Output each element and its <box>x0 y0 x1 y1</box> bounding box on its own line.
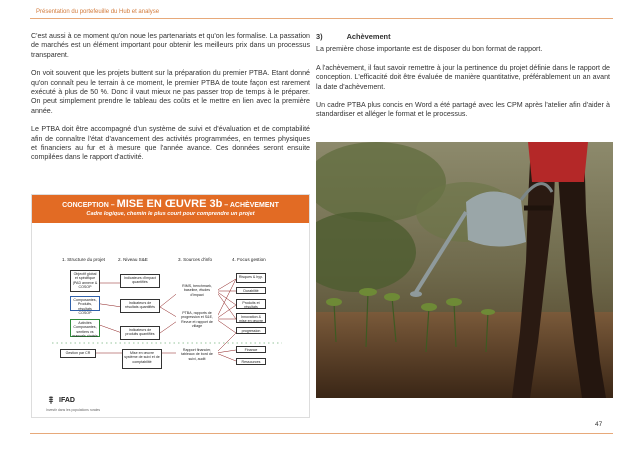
ifad-logo <box>46 395 75 405</box>
right-paragraph-3: Un cadre PTBA plus concis en Word a été partagé avec les CPM après l'atelier afin d'aider à standardiser et alléger le format et le processus. <box>316 101 610 119</box>
box-components: Composantes, Produits, résultats COSOP <box>70 296 100 311</box>
box-objective: Objectif global et spécifique (PAD annexe & COSOP <box>70 270 100 292</box>
farmer-watering-photo <box>316 142 613 398</box>
column-heading-structure: 1. Structure du projet <box>62 257 105 262</box>
box-monitoring-system: Mise en œuvre système de suivi et de comptabilité <box>122 349 162 369</box>
header-rule <box>30 18 613 19</box>
section-title: Achèvement <box>346 32 391 41</box>
running-header: Présentation du portefeuille du Hub et analyse <box>36 9 160 15</box>
logframe-diagram <box>31 194 310 418</box>
left-column <box>31 32 310 172</box>
diagram-title-big: MISE EN ŒUVRE 3b <box>116 198 223 210</box>
box-financial-report: Rapport financier, tableaux de bord de suivi, audit <box>176 347 218 363</box>
box-products-results: Produits et résultats <box>236 299 266 309</box>
left-paragraph-2: On voit souvent que les projets buttent sur la préparation du premier PTBA. Etant donné qu'on connaît peu le terrain à ce moment, le premier PTBA de toute façon est rarement exécuté à plus de 50 %. Donc il vaut mieux ne pas passer trop de temps à le préparer. On peut simplement prendre le tableau des coûts et le mettre en lien avec la première année. <box>31 69 310 115</box>
left-paragraph-1: C'est aussi à ce moment qu'on noue les partenariats et qu'on les formalise. La passation de marchés est un élément important pour obtenir les meilleurs prix dans un processus transparent. <box>31 32 310 59</box>
ifad-wordmark: IFAD <box>59 396 75 404</box>
right-paragraph-2: A l'achèvement, il faut savoir remettre à jour la pertinence du projet définie dans le rapport de conception. L'efficacité doit être évaluée de manière quantitative, préférablement un an avant la date d'achèvement. <box>316 63 610 91</box>
box-rims: RIMS, benchmark, baseline, études d'impact <box>176 283 218 299</box>
left-paragraph-3: Le PTBA doit être accompagné d'un système de suivi et d'évaluation et de comptabilité afin de connaître l'état d'avancement des activités programmées, en termes physiques et financiers au fur et à mesure que l'année avance. Ces données seront ensuite compilées dans le rapport d'activité. <box>31 125 310 162</box>
diagram-subtitle: Cadre logique, chemin le plus court pour comprendre un projet <box>86 211 255 217</box>
right-paragraph-1: La première chose importante est de disposer du bon format de rapport. <box>316 45 543 54</box>
column-heading-me: 2. Niveau S&E <box>118 257 148 262</box>
box-progression: progression <box>236 327 266 334</box>
section-number: 3) <box>316 32 323 41</box>
box-management: Gestion par CR <box>60 349 96 358</box>
box-innovation: Innovation & mise en œuvre <box>236 313 266 323</box>
diagram-title-pre: CONCEPTION – <box>62 202 115 209</box>
box-impact-indicators: Indicateurs d'impact quantifiés <box>120 274 160 288</box>
right-column <box>316 32 610 129</box>
box-ptba: PTBA, rapports de progression et S&E, Revue et rapport de village <box>176 310 218 328</box>
diagram-title-post: – ACHÈVEMENT <box>224 202 279 209</box>
ifad-tagline: Investir dans les populations rurales <box>46 408 101 412</box>
column-heading-sources: 3. Sources d'info <box>178 257 213 262</box>
box-resources: Ressources <box>236 358 266 365</box>
box-sustainability: Durabilité <box>236 287 266 294</box>
box-risks: Risques & hyp. <box>236 273 266 283</box>
wheat-icon <box>46 395 56 405</box>
box-product-indicators: Indicateurs de produits quantifiés <box>120 326 160 340</box>
page-number: 47 <box>595 421 603 428</box>
box-result-indicators: Indicateurs de résultats quantifiés <box>120 299 160 313</box>
column-heading-focus: 4. Focus gestion <box>232 257 266 262</box>
section-heading <box>316 32 610 41</box>
footer-rule <box>30 433 613 434</box>
box-finance: Finance <box>236 346 266 353</box>
box-activities: Activités Composantes, sentiers vs manuels choisis <box>70 319 100 337</box>
